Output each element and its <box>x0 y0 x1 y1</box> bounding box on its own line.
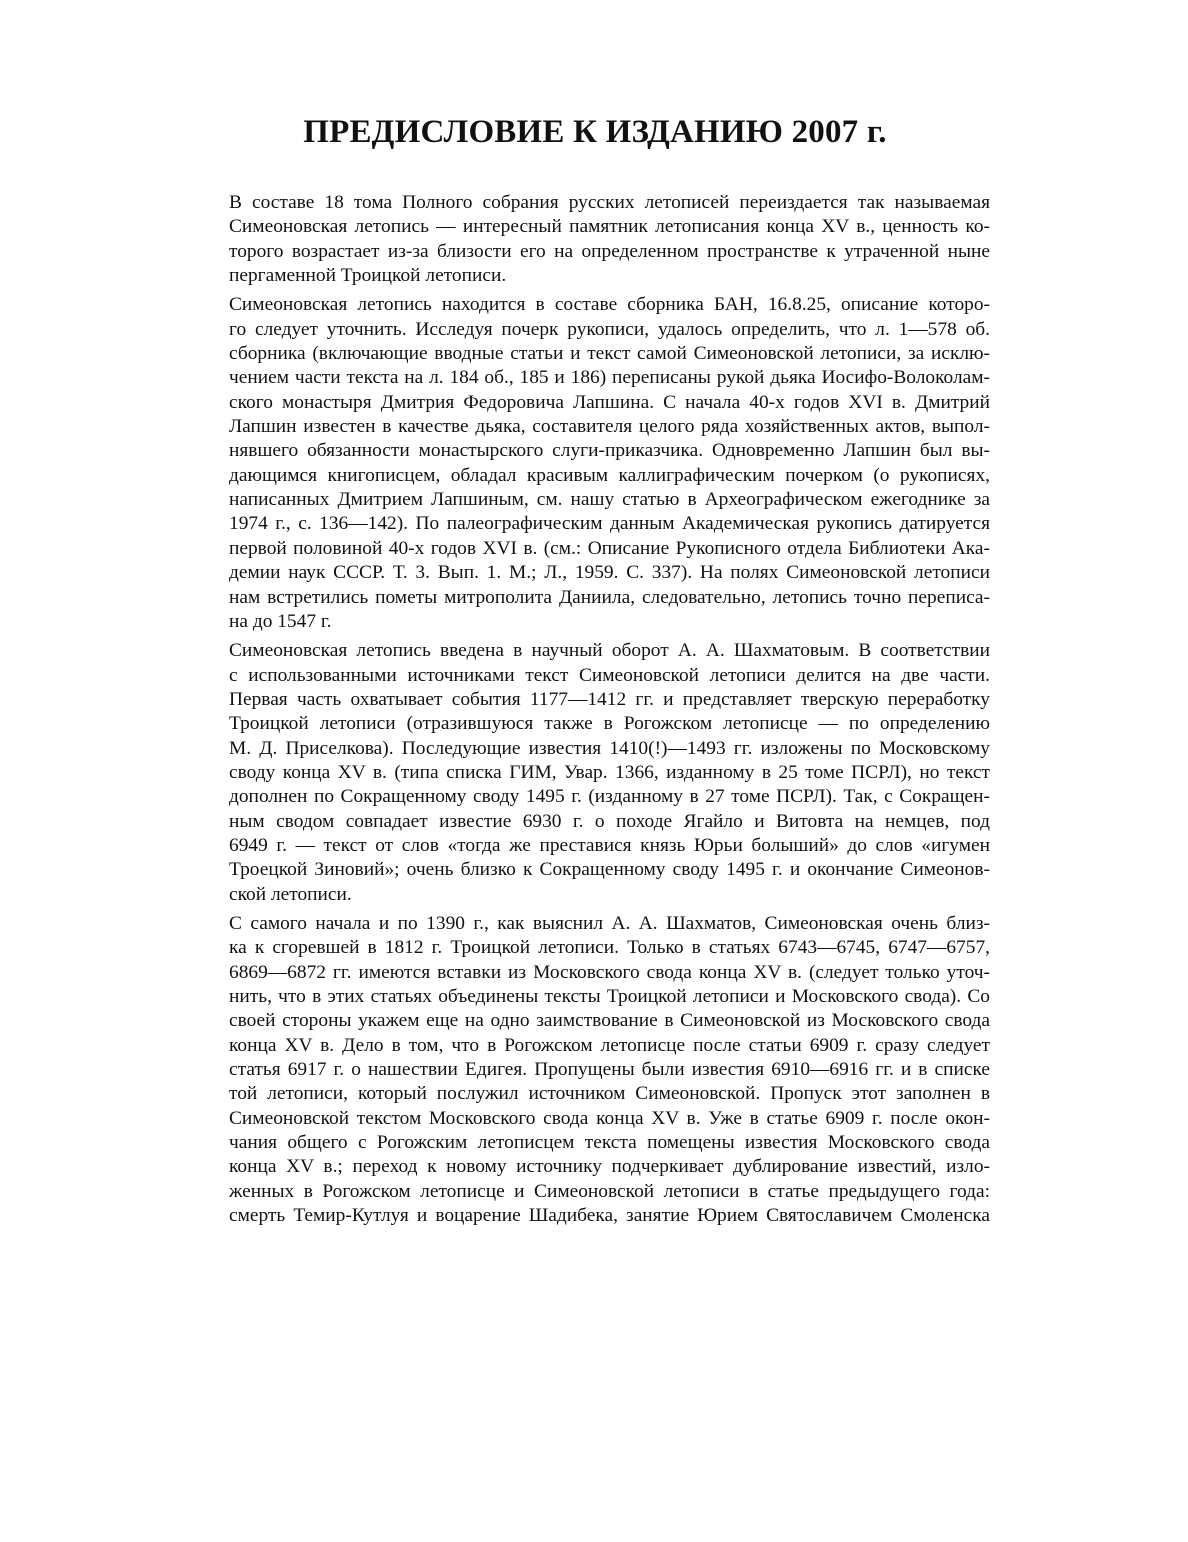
text-line: Лапшин известен в качестве дьяка, составителя целого ряда хозяйственных актов, выпол- <box>229 416 990 438</box>
text-line: нить, что в этих статьях объединены тексты Троицкой летописи и Московского свода). Со <box>229 986 990 1007</box>
text-line: конца XV в. Дело в том, что в Рогожском летописце после статьи 6909 г. сразу следует <box>229 1034 990 1056</box>
text-line: ка к сгоревшей в 1812 г. Троицкой летописи. Только в статьях 6743—6745, 6747—6757, <box>229 937 990 959</box>
text-line: 6869—6872 гг. имеются вставки из Московского свода конца XV в. (следует только уточ- <box>229 961 990 983</box>
text-line: Первая часть охватывает события 1177—1412 гг. и представляет тверскую переработку <box>229 688 990 710</box>
text-line: Симеоновская летопись — интересный памятник летописания конца XV в., ценность ко- <box>229 216 990 238</box>
text-line: Симеоновская летопись введена в научный оборот А. А. Шахматовым. В соответствии <box>229 640 990 662</box>
text-line: демии наук СССР. Т. 3. Вып. 1. М.; Л., 1959. С. 337). На полях Симеоновской летописи <box>229 562 990 584</box>
text-line: чением части текста на л. 184 об., 185 и 186) переписаны рукой дьяка Иосифо-Волоколам- <box>229 367 990 389</box>
text-line: той летописи, который послужил источником Симеоновской. Пропуск этот заполнен в <box>229 1083 990 1105</box>
text-line: дополнен по Сокращенному своду 1495 г. (изданному в 27 томе ПСРЛ). Так, с Сокращен- <box>229 786 990 808</box>
text-line: Троецкой Зиновий»; очень близко к Сокращенному своду 1495 г. и окончание Симеонов- <box>229 859 990 881</box>
text-line: на до 1547 г. <box>229 610 332 632</box>
text-line: написанных Дмитрием Лапшиным, см. нашу статью в Археографическом ежегоднике за <box>229 489 990 511</box>
text-line: сборника (включающие вводные статьи и текст самой Симеоновской летописи, за исклю- <box>229 343 990 365</box>
text-line: женных в Рогожском летописце и Симеоновской летописи в статье предыдущего года: <box>229 1180 990 1202</box>
paragraph <box>200 293 990 634</box>
text-line: своей стороны укажем еще на одно заимствование в Симеоновской из Московского свода <box>229 1010 990 1032</box>
text-line: Симеоновская летопись находится в составе сборника БАН, 16.8.25, описание которо- <box>229 294 990 316</box>
text-line: торого возрастает из-за близости его на определенном пространстве к утраченной ныне <box>229 240 990 262</box>
text-line: Симеоновской текстом Московского свода конца XV в. Уже в статье 6909 г. после окон- <box>229 1107 990 1129</box>
page-title: ПРЕДИСЛОВИЕ К ИЗДАНИЮ 2007 г. <box>303 114 887 150</box>
text-line: нявшего обязанности монастырского слуги-приказчика. Одновременно Лапшин был вы- <box>229 440 990 462</box>
text-line: 6949 г. — текст от слов «тогда же преставися князь Юрьи болыший» до слов «игумен <box>229 834 990 856</box>
paragraph <box>200 191 990 288</box>
text-line: В составе 18 тома Полного собрания русских летописей переиздается так называемая <box>229 192 990 213</box>
text-line: М. Д. Приселкова). Последующие известия 1410(!)—1493 гг. изложены по Московскому <box>229 737 990 759</box>
text-line: го следует уточнить. Исследуя почерк рукописи, удалось определить, что л. 1—578 об. <box>229 318 990 340</box>
text-line: ным сводом совпадает известие 6930 г. о походе Ягайло и Витовта на немцев, под <box>229 810 990 832</box>
text-line: пергаменной Троицкой летописи. <box>229 265 507 287</box>
text-line: ского монастыря Дмитрия Федоровича Лапшина. С начала 40-х годов XVI в. Дмитрий <box>229 391 990 413</box>
text-line: смерть Темир-Кутлуя и воцарение Шадибека, занятие Юрием Святославичем Смоленска <box>229 1205 990 1227</box>
text-line: чания общего с Рогожским летописцем текста помещены известия Московского свода <box>229 1132 990 1154</box>
text-line: 1974 г., с. 136—142). По палеографическим данным Академическая рукопись датируется <box>229 513 990 535</box>
text-line: с использованными источниками текст Симеоновской летописи делится на две части. <box>229 664 990 686</box>
text-line: Троицкой летописи (отразившуюся также в Рогожском летописце — по определению <box>229 713 990 735</box>
text-line: С самого начала и по 1390 г., как выяснил А. А. Шахматов, Симеоновская очень близ- <box>229 912 990 934</box>
body-text <box>200 191 990 1233</box>
paragraph <box>200 639 990 907</box>
text-line: первой половиной 40-х годов XVI в. (см.: Описание Рукописного отдела Библиотеки Ака- <box>229 537 990 559</box>
text-line: конца XV в.; переход к новому источнику подчеркивает дублирование известий, изло- <box>229 1156 990 1178</box>
text-line: нам встретились пометы митрополита Даниила, следовательно, летопись точно переписа- <box>229 586 990 608</box>
text-line: своду конца XV в. (типа списка ГИМ, Увар. 1366, изданному в 25 томе ПСРЛ), но текст <box>229 761 990 783</box>
text-line: дающимся книгописцем, обладал красивым каллиграфическим почерком (о рукописях, <box>229 464 990 486</box>
text-line: ской летописи. <box>229 883 352 905</box>
text-line: статья 6917 г. о нашествии Едигея. Пропущены были известия 6910—6916 гг. и в списке <box>229 1059 990 1081</box>
paragraph <box>200 912 990 1228</box>
